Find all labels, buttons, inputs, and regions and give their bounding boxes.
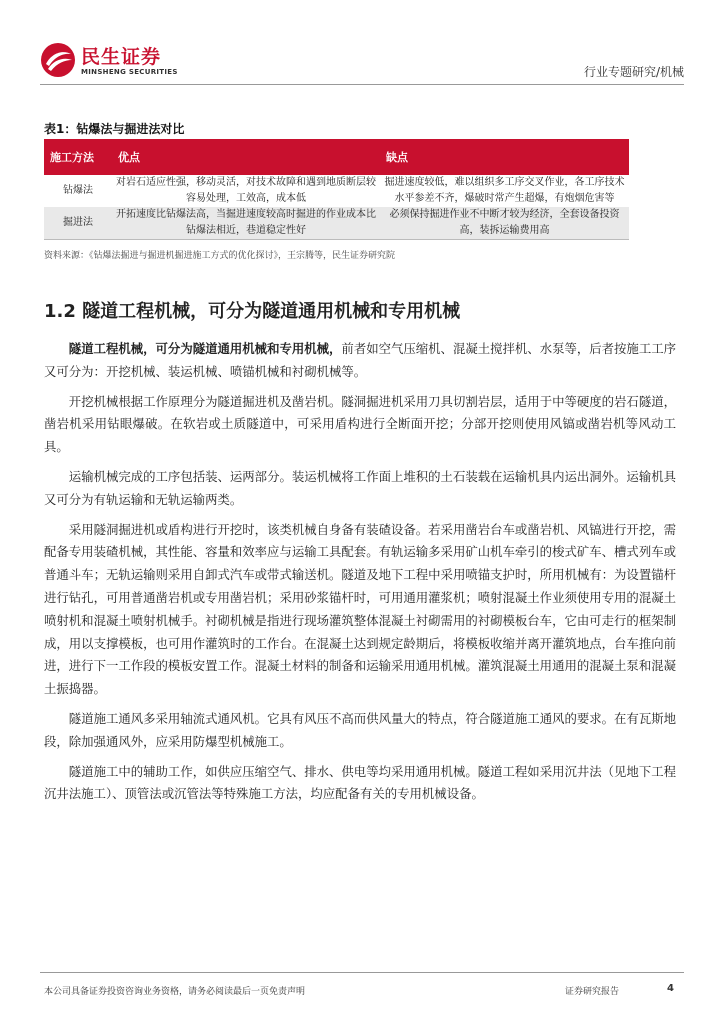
table-source-note: 资料来源：《钻爆法掘进与掘进机掘进施工方式的优化探讨》，王宗腾等，民生证券研究院 <box>44 251 396 261</box>
header-divider <box>40 84 684 85</box>
paragraph: 运输机械完成的工序包括装、运两部分。装运机械将工作面上堆积的土石装载在运输机具内运出洞外。运输机具又可分为有轨运输和无轨运输两类。 <box>44 468 676 507</box>
table-cell-pros: 开拓速度比钻爆法高，当掘进速度较高时掘进的作业成本比钻爆法相近，巷道稳定性好 <box>112 207 380 240</box>
section-heading: 1.2 隧道工程机械，可分为隧道通用机械和专用机械 <box>44 301 461 322</box>
table-cell-cons: 掘进速度较低，难以组织多工序交叉作业，各工序技术水平参差不齐，爆破时常产生超爆，有炮烟危害等 <box>380 175 629 207</box>
minsheng-logo-icon <box>40 42 76 78</box>
footer-report-type: 证券研究报告 <box>565 987 620 997</box>
table-header-row <box>44 139 629 175</box>
minsheng-logo <box>40 40 180 80</box>
table-row <box>44 175 629 207</box>
report-category: 行业专题研究/机械 <box>583 65 684 79</box>
table-header-cons: 缺点 <box>380 139 629 175</box>
table-header-method: 施工方法 <box>44 139 112 175</box>
paragraph-lead <box>44 338 676 384</box>
page-number: 4 <box>667 983 674 994</box>
comparison-table <box>44 139 629 240</box>
table-row <box>44 207 629 240</box>
lead-text: 前者如空气压缩机、混凝土搅拌机、水泵等，后者按施工工序又可分为：开挖机械、装运机械、喷锚机械和衬砌机械等。 <box>44 341 677 379</box>
table-cell-method: 掘进法 <box>44 207 112 240</box>
table-cell-method: 钻爆法 <box>44 175 112 207</box>
paragraph: 隧道施工中的辅助工作，如供应压缩空气、排水、供电等均采用通用机械。隧道工程如采用沉井法（见地下工程沉井法施工）、顶管法或沉管法等特殊施工方法，均应配备有关的专用机械设备。 <box>44 763 676 802</box>
body-text <box>44 338 676 813</box>
table-header-pros: 优点 <box>112 139 380 175</box>
lead-bold-text: 隧道工程机械，可分为隧道通用机械和专用机械， <box>68 341 342 356</box>
paragraph: 开挖机械根据工作原理分为隧道掘进机及凿岩机。隧洞掘进机采用刀具切割岩层，适用于中等硬度的岩石隧道，凿岩机采用钻眼爆破。在软岩或土质隧道中，可采用盾构进行全断面开挖；分部开挖则使用风镐或凿岩机等风动工具。 <box>44 393 676 455</box>
footer-divider <box>40 972 684 973</box>
logo-chinese-name: 民生证券 <box>81 46 162 68</box>
table-title: 表1：钻爆法与掘进法对比 <box>44 122 185 136</box>
page-header <box>40 38 684 84</box>
table-cell-cons: 必须保持掘进作业不中断才较为经济，全套设备投资高，装拆运输费用高 <box>380 207 629 240</box>
logo-english-name: MINSHENG SECURITIES <box>81 68 178 76</box>
paragraph: 采用隧洞掘进机或盾构进行开挖时，该类机械自身备有装碴设备。若采用凿岩台车或凿岩机、风镐进行开挖，需配备专用装碴机械，其性能、容量和效率应与运输工具配套。有轨运输多采用矿山机车牵引的梭式矿车、槽式列车或普通斗车；无轨运输则采用自卸式汽车或带式输送机。隧道及地下工程中采用喷锚支护时，所用机械有：为设置锚杆进行钻孔，可用普通凿岩机或专用凿岩机；采用砂浆锚杆时，可用通用灌浆机；喷射混凝土作业须使用专用的混凝土喷射机和混凝土喷射机械手。衬砌机械是指进行现场灌筑整体混凝土衬砌需用的衬砌模板台车，它由可走行的框架制成，用以支撑模板，也可用作灌筑时的工作台。在混凝土达到规定龄期后，将模板收缩并离开灌筑地点，台车推向前进，进行下一工作段的模板安置工作。混凝土材料的制备和运输采用通用机械。灌筑混凝土用通用的混凝土泵和混凝土振捣器。 <box>44 521 676 697</box>
paragraph: 隧道施工通风多采用轴流式通风机。它具有风压不高而供风量大的特点，符合隧道施工通风的要求。在有瓦斯地段，除加强通风外，应采用防爆型机械施工。 <box>44 710 676 749</box>
footer-disclaimer: 本公司具备证券投资咨询业务资格，请务必阅读最后一页免责声明 <box>44 987 306 997</box>
table-cell-pros: 对岩石适应性强，移动灵活，对技术故障和遇到地质断层较容易处理，工效高，成本低 <box>112 175 380 207</box>
